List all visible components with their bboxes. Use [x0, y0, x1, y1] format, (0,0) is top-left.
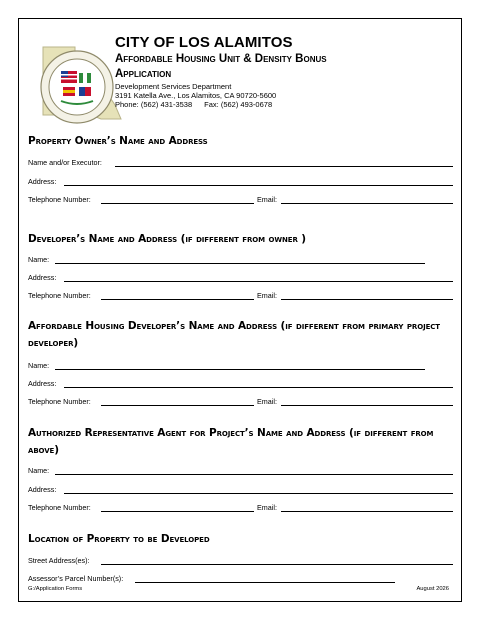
city-seal-logo — [35, 41, 127, 133]
developer-address-label: Address: — [28, 273, 57, 282]
footer-path: G:/Application Forms — [28, 586, 83, 592]
developer-email-label: Email: — [257, 291, 277, 300]
form-title-line2: Application — [115, 68, 172, 80]
affordable-developer-email-label: Email: — [257, 397, 277, 406]
street-address-label: Street Address(es): — [28, 556, 90, 565]
owner-name-field[interactable] — [115, 166, 453, 167]
owner-section-heading: Property Owner’s Name and Address — [28, 135, 208, 147]
footer-date: August 2026 — [416, 586, 449, 592]
owner-phone-label: Telephone Number: — [28, 195, 91, 204]
developer-section-heading: Developer’s Name and Address (if different from owner ) — [28, 233, 307, 245]
owner-email-field[interactable] — [281, 203, 453, 204]
representative-address-field[interactable] — [64, 493, 453, 494]
department-name: Development Services Department — [115, 82, 232, 91]
developer-name-field[interactable] — [55, 263, 425, 264]
department-address: 3191 Katella Ave., Los Alamitos, CA 90720-5600 — [115, 91, 277, 100]
representative-email-field[interactable] — [281, 511, 453, 512]
parcel-number-field[interactable] — [135, 582, 395, 583]
affordable-developer-phone-field[interactable] — [101, 405, 254, 406]
parcel-number-label: Assessor’s Parcel Number(s): — [28, 574, 124, 583]
owner-email-label: Email: — [257, 195, 277, 204]
developer-name-label: Name: — [28, 255, 50, 264]
representative-phone-field[interactable] — [101, 511, 254, 512]
affordable-developer-email-field[interactable] — [281, 405, 453, 406]
application-form-page — [18, 18, 462, 602]
representative-phone-label: Telephone Number: — [28, 503, 91, 512]
developer-email-field[interactable] — [281, 299, 453, 300]
owner-phone-field[interactable] — [101, 203, 254, 204]
contact-line — [115, 100, 272, 109]
owner-name-label: Name and/or Executor: — [28, 158, 102, 167]
owner-address-field[interactable] — [64, 185, 453, 186]
developer-phone-field[interactable] — [101, 299, 254, 300]
affordable-developer-section-heading: Affordable Housing Developer’s Name and Address (if different from primary project developer) — [28, 320, 440, 349]
affordable-developer-address-field[interactable] — [64, 387, 453, 388]
developer-phone-label: Telephone Number: — [28, 291, 91, 300]
representative-name-label: Name: — [28, 466, 50, 475]
city-name: CITY OF LOS ALAMITOS — [115, 34, 293, 51]
affordable-developer-phone-label: Telephone Number: — [28, 397, 91, 406]
developer-address-field[interactable] — [64, 281, 453, 282]
affordable-developer-name-label: Name: — [28, 361, 50, 370]
representative-name-field[interactable] — [55, 474, 453, 475]
representative-section-heading: Authorized Representative Agent for Project’s Name and Address (if different from above) — [28, 427, 434, 456]
affordable-developer-address-label: Address: — [28, 379, 57, 388]
street-address-field[interactable] — [101, 564, 453, 565]
representative-address-label: Address: — [28, 485, 57, 494]
fax-text: Fax: (562) 493-0678 — [204, 100, 273, 109]
location-section-heading: Location of Property to be Developed — [28, 533, 210, 545]
form-title-line1: Affordable Housing Unit & Density Bonus — [115, 53, 327, 65]
affordable-developer-name-field[interactable] — [55, 369, 425, 370]
phone-text: Phone: (562) 431-3538 — [115, 100, 193, 109]
owner-address-label: Address: — [28, 177, 57, 186]
representative-email-label: Email: — [257, 503, 277, 512]
